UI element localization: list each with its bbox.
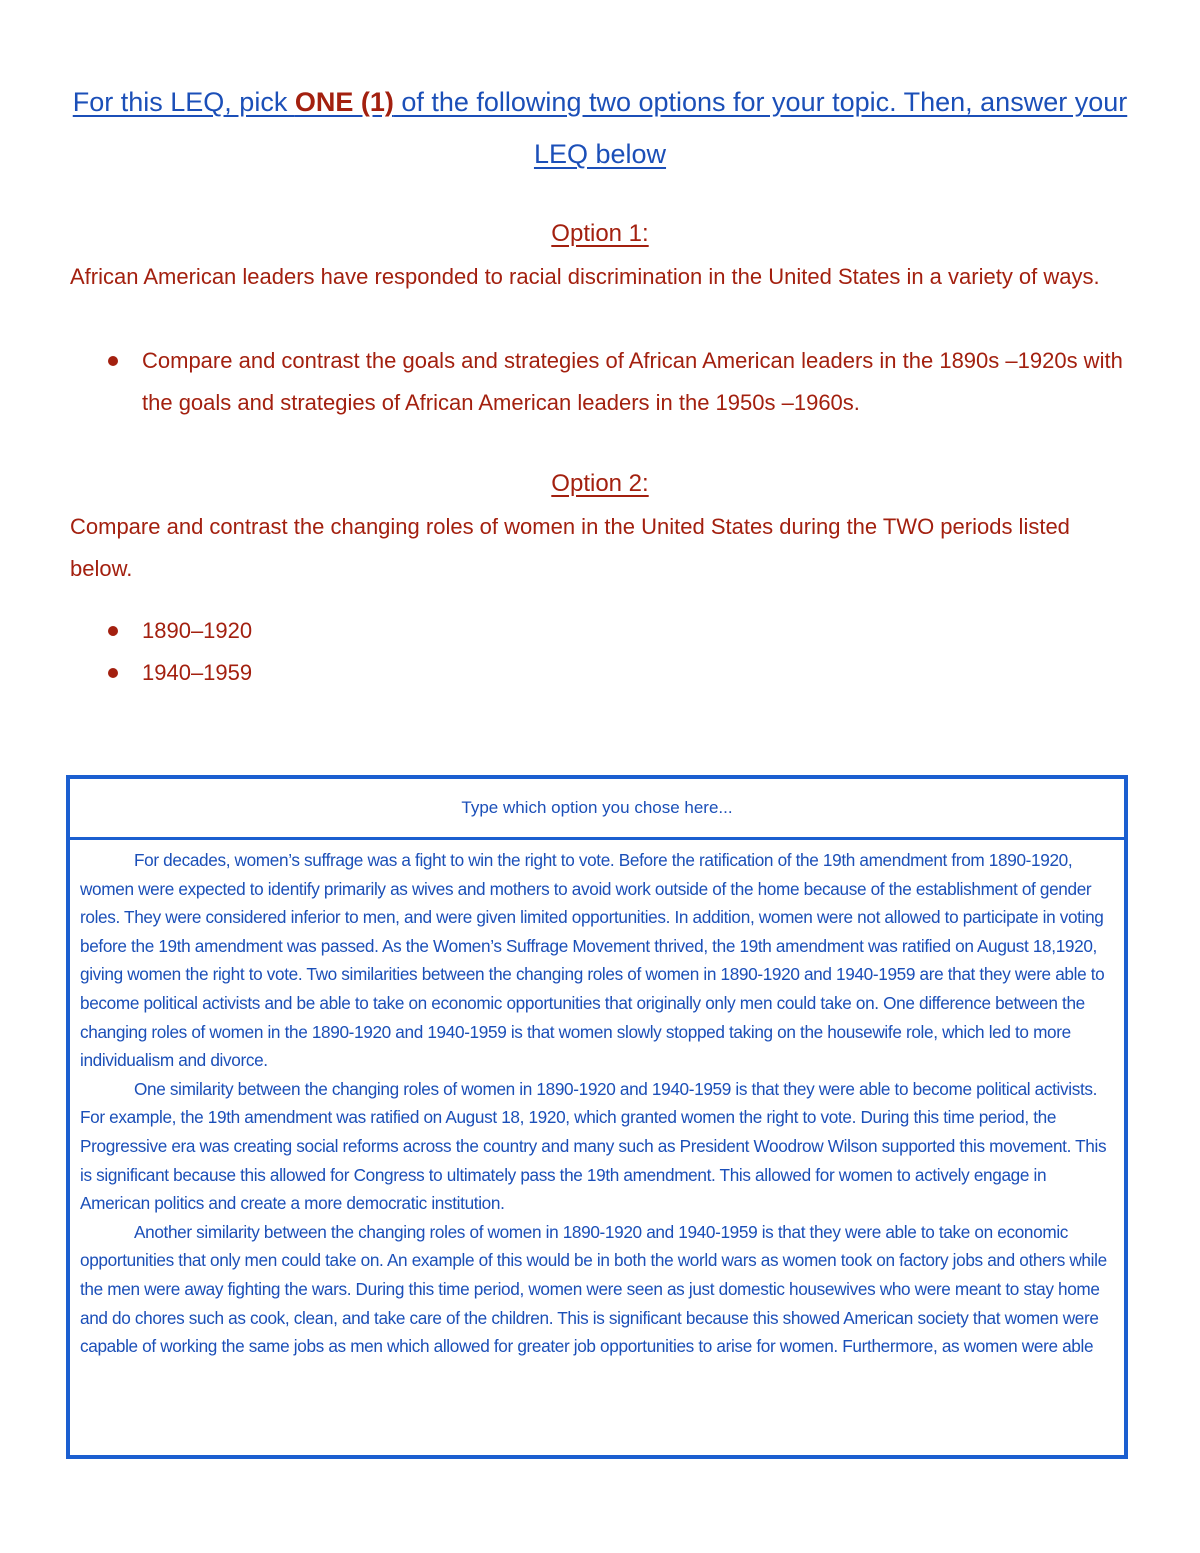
option1-prompt: African American leaders have responded to racial discrimination in the United States in a variety of ways.	[70, 264, 1100, 289]
option-choice-field[interactable]: Type which option you chose here...	[70, 779, 1124, 840]
header-text-end: of the following two options for your topic. Then, answer your LEQ below	[393, 87, 1128, 169]
essay-paragraph: One similarity between the changing roles of women in 1890-1920 and 1940-1959 is that they were able to become political activists. For example, the 19th amendment was ratified on August 18, 1920, which granted women the right to vote. During this time period, the Progressive era was creating social reforms across the country and many such as President Woodrow Wilson supported this movement. This is significant because this allowed for Congress to ultimately pass the 19th amendment. This allowed for women to actively engage in American politics and create a more democratic institution.	[80, 1078, 1107, 1214]
bullet-icon	[108, 668, 118, 678]
header-text-start: For this LEQ, pick	[72, 87, 295, 117]
option2-bullet-text: 1940–1959	[142, 660, 253, 685]
essay-answer-field[interactable]	[70, 840, 1124, 1452]
leq-instructions-header	[60, 76, 1140, 180]
header-emphasis: ONE (1)	[294, 87, 394, 117]
list-item	[70, 610, 1130, 652]
bullet-icon	[108, 356, 118, 366]
option1-bullet-text: Compare and contrast the goals and strategies of African American leaders in the 1890s –1920s with the goals and strategies of African American leaders in the 1950s –1960s.	[142, 348, 1123, 415]
option2-title: Option 2:	[551, 470, 649, 497]
option1-title: Option 1:	[551, 220, 649, 247]
bullet-icon	[108, 626, 118, 636]
list-item	[70, 652, 1130, 694]
list-item	[70, 340, 1130, 424]
essay-paragraph: For decades, women’s suffrage was a fight to win the right to vote. Before the ratification of the 19th amendment from 1890-1920, women were expected to identify primarily as wives and mothers to avoid work outside of the home because of the establishment of gender roles. They were considered inferior to men, and were given limited opportunities. In addition, women were not allowed to participate in voting before the 19th amendment was passed. As the Women’s Suffrage Movement thrived, the 19th amendment was ratified on August 18,1920, giving women the right to vote. Two similarities between the changing roles of women in 1890-1920 and 1940-1959 are that they were able to become political activists and be able to take on economic opportunities that originally only men could take on. One difference between the changing roles of women in the 1890-1920 and 1940-1959 is that women slowly stopped taking on the housewife role, which led to more individualism and divorce.	[80, 850, 1105, 1071]
option1-bullet-list	[70, 340, 1130, 424]
option2-bullet-list	[70, 610, 1130, 694]
answer-table	[66, 775, 1128, 1459]
essay-paragraph: Another similarity between the changing roles of women in 1890-1920 and 1940-1959 is that they were able to take on economic opportunities that only men could take on. An example of this would be in both the world wars as women took on factory jobs and others while the men were away fighting the wars. During this time period, women were seen as just domestic housewives who were meant to stay home and do chores such as cook, clean, and take care of the children. This is significant because this showed American society that women were capable of working the same jobs as men which allowed for greater job opportunities to arise for women. Furthermore, as women were able	[80, 1221, 1107, 1357]
option2-prompt: Compare and contrast the changing roles of women in the United States during the TWO periods listed below.	[70, 514, 1070, 581]
option2-bullet-text: 1890–1920	[142, 618, 253, 643]
